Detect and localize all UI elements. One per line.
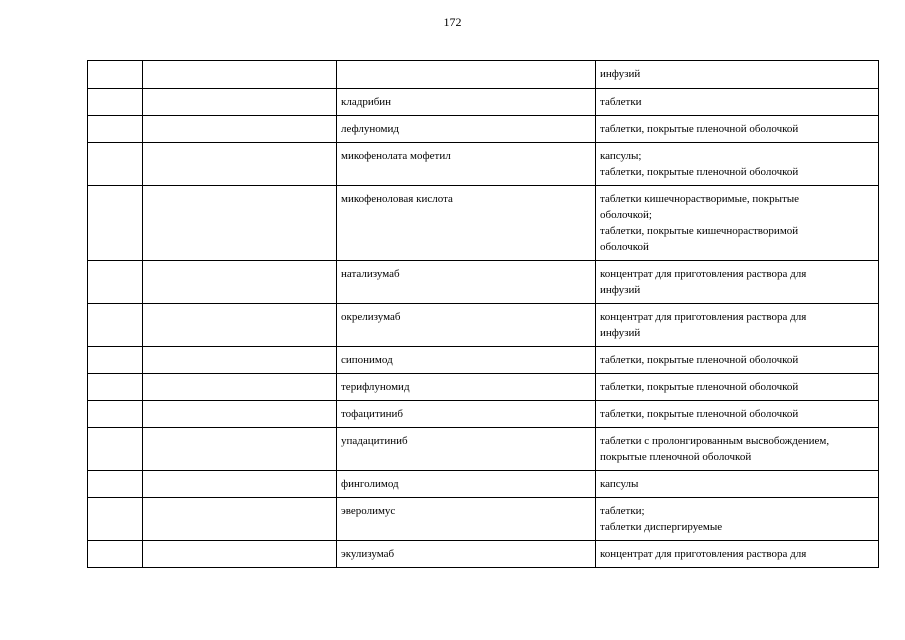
atc-code-cell	[88, 428, 143, 471]
dosage-form-cell	[596, 89, 879, 116]
table-row	[88, 261, 879, 304]
table-row	[88, 347, 879, 374]
dosage-form-cell	[596, 61, 879, 89]
dosage-form-cell	[596, 116, 879, 143]
dosage-form-cell	[596, 186, 879, 261]
atc-code-cell	[88, 541, 143, 568]
drug-name-cell: лефлуномид	[337, 116, 596, 143]
table-row	[88, 304, 879, 347]
group-cell	[143, 89, 337, 116]
drug-name-cell: микофенолата мофетил	[337, 143, 596, 186]
drug-name-cell: финголимод	[337, 471, 596, 498]
drug-name-cell: натализумаб	[337, 261, 596, 304]
dosage-form-line: таблетки	[600, 96, 642, 108]
atc-code-cell	[88, 186, 143, 261]
dosage-form-line: таблетки;	[600, 505, 645, 517]
group-cell	[143, 304, 337, 347]
table-row	[88, 428, 879, 471]
table-row	[88, 116, 879, 143]
dosage-form-line: таблетки, покрытые кишечнорастворимой	[600, 225, 799, 237]
atc-code-cell	[88, 61, 143, 89]
group-cell	[143, 428, 337, 471]
dosage-form-line: инфузий	[600, 327, 641, 339]
table-row	[88, 374, 879, 401]
dosage-form-line: инфузий	[600, 284, 641, 296]
group-cell	[143, 498, 337, 541]
dosage-form-line: таблетки, покрытые пленочной оболочкой	[600, 408, 799, 420]
drug-name-cell: окрелизумаб	[337, 304, 596, 347]
dosage-form-line: капсулы;	[600, 150, 642, 162]
group-cell	[143, 374, 337, 401]
group-cell	[143, 186, 337, 261]
atc-code-cell	[88, 116, 143, 143]
table-row	[88, 143, 879, 186]
dosage-form-line: концентрат для приготовления раствора для	[600, 548, 807, 560]
dosage-form-line: инфузий	[600, 68, 641, 80]
atc-code-cell	[88, 498, 143, 541]
dosage-form-cell	[596, 471, 879, 498]
dosage-form-cell	[596, 304, 879, 347]
drug-name-cell: сипонимод	[337, 347, 596, 374]
drug-name-cell: тофацитиниб	[337, 401, 596, 428]
dosage-form-line: концентрат для приготовления раствора для	[600, 268, 807, 280]
atc-code-cell	[88, 89, 143, 116]
drug-name-cell	[337, 61, 596, 89]
dosage-form-cell	[596, 401, 879, 428]
table-row	[88, 401, 879, 428]
drug-name-cell: терифлуномид	[337, 374, 596, 401]
dosage-form-line: оболочкой	[600, 241, 649, 253]
atc-code-cell	[88, 374, 143, 401]
drug-name-cell: экулизумаб	[337, 541, 596, 568]
dosage-form-line: капсулы	[600, 478, 639, 490]
dosage-form-line: таблетки кишечнорастворимые, покрытые	[600, 193, 800, 205]
group-cell	[143, 471, 337, 498]
atc-code-cell	[88, 471, 143, 498]
table-row	[88, 61, 879, 89]
dosage-form-line: таблетки, покрытые пленочной оболочкой	[600, 123, 799, 135]
dosage-form-line: таблетки, покрытые пленочной оболочкой	[600, 354, 799, 366]
atc-code-cell	[88, 347, 143, 374]
dosage-form-cell	[596, 498, 879, 541]
dosage-form-cell	[596, 428, 879, 471]
table-row	[88, 89, 879, 116]
dosage-form-cell	[596, 541, 879, 568]
group-cell	[143, 541, 337, 568]
dosage-form-line: таблетки с пролонгированным высвобождением,	[600, 435, 830, 447]
group-cell	[143, 116, 337, 143]
dosage-form-line: таблетки, покрытые пленочной оболочкой	[600, 166, 799, 178]
dosage-form-line: таблетки диспергируемые	[600, 521, 723, 533]
drug-name-cell: упадацитиниб	[337, 428, 596, 471]
dosage-form-cell	[596, 374, 879, 401]
table-row	[88, 471, 879, 498]
table-body	[88, 61, 879, 568]
table-row	[88, 498, 879, 541]
dosage-form-line: таблетки, покрытые пленочной оболочкой	[600, 381, 799, 393]
dosage-form-line: концентрат для приготовления раствора для	[600, 311, 807, 323]
dosage-form-cell	[596, 143, 879, 186]
dosage-form-line: оболочкой;	[600, 209, 652, 221]
drug-name-cell: микофеноловая кислота	[337, 186, 596, 261]
dosage-form-line: покрытые пленочной оболочкой	[600, 451, 752, 463]
atc-code-cell	[88, 261, 143, 304]
drug-name-cell: кладрибин	[337, 89, 596, 116]
atc-code-cell	[88, 304, 143, 347]
group-cell	[143, 347, 337, 374]
dosage-form-cell	[596, 261, 879, 304]
drug-list-table	[87, 60, 879, 568]
group-cell	[143, 401, 337, 428]
group-cell	[143, 261, 337, 304]
dosage-form-cell	[596, 347, 879, 374]
drug-name-cell: эверолимус	[337, 498, 596, 541]
atc-code-cell	[88, 143, 143, 186]
page-number: 172	[443, 15, 462, 29]
group-cell	[143, 61, 337, 89]
atc-code-cell	[88, 401, 143, 428]
table-row	[88, 186, 879, 261]
table-row	[88, 541, 879, 568]
group-cell	[143, 143, 337, 186]
